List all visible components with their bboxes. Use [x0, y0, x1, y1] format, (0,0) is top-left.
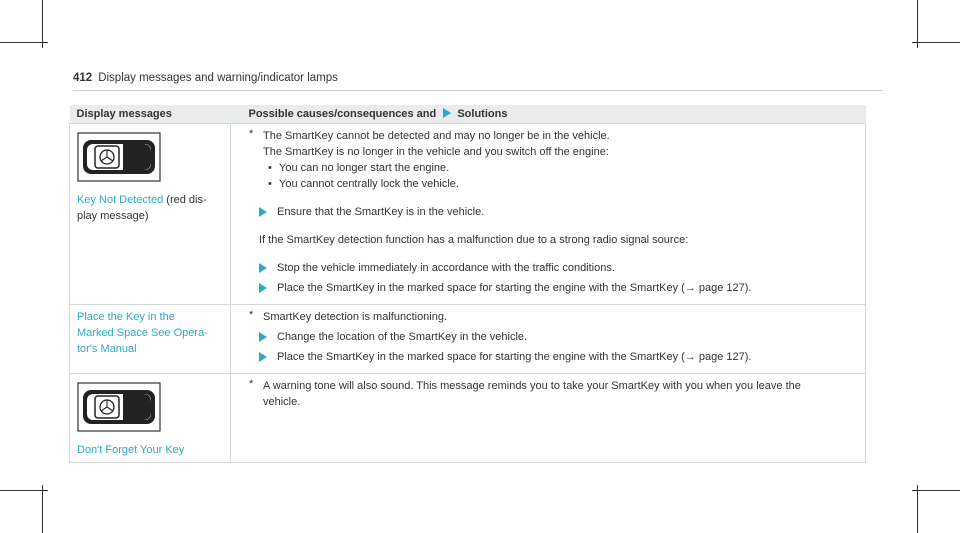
crop-mark — [917, 485, 918, 533]
causes-cell: * A warning tone will also sound. This message reminds you to take your SmartKey with you when you leave the vehicle. — [231, 374, 866, 463]
page-title: Display messages and warning/indicator lamps — [98, 72, 338, 84]
page-header — [73, 72, 338, 84]
table-row — [70, 305, 866, 374]
crop-mark — [42, 0, 43, 48]
action-step: Place the SmartKey in the marked space for starting the engine with the SmartKey (→ page 127). — [249, 349, 858, 365]
col-header-causes: Possible causes/consequences and Solutions — [231, 105, 866, 124]
message-cell — [70, 374, 231, 463]
messages-table — [69, 105, 866, 463]
message-cell: Place the Key in the Marked Space See Opera- tor's Manual — [70, 305, 231, 374]
page-number: 412 — [73, 72, 93, 84]
table-header-row — [70, 105, 866, 124]
crop-mark — [917, 0, 918, 48]
crop-mark — [912, 490, 960, 491]
crop-mark — [0, 42, 48, 43]
header-divider — [73, 90, 883, 91]
smartkey-icon — [77, 382, 161, 432]
smartkey-icon — [77, 132, 161, 182]
table-row — [70, 124, 866, 305]
message-cell: Key Not Detected (red dis- play message) — [70, 124, 231, 305]
causes-cell: * The SmartKey cannot be detected and may no longer be in the vehicle. The SmartKey is no longer in the vehicle and you switch off the engine: • You can no longer start the engine. • You cannot centrally lock the vehicle. Ensure that the SmartKey is in the vehicle. If the SmartKey detection function has a malfunction due to a strong radio signal source: Stop the vehicle immediately in accordance with the traffic conditions. Place the SmartKey in the marked space for starting the engine with the SmartKey (→ page 127). — [231, 124, 866, 305]
list-item: • You can no longer start the engine. — [263, 160, 858, 176]
action-arrow-icon — [259, 283, 267, 293]
action-step: Stop the vehicle immediately in accordance with the traffic conditions. — [249, 260, 858, 276]
action-arrow-icon — [259, 207, 267, 217]
action-arrow-icon — [259, 263, 267, 273]
action-arrow-icon — [259, 332, 267, 342]
col-header-messages: Display messages — [70, 105, 231, 124]
action-arrow-icon — [259, 352, 267, 362]
action-step: Place the SmartKey in the marked space for starting the engine with the SmartKey (→ page 127). — [249, 280, 858, 296]
action-step: Change the location of the SmartKey in the vehicle. — [249, 329, 858, 345]
table-row — [70, 374, 866, 463]
action-step: Ensure that the SmartKey is in the vehicle. — [249, 204, 858, 220]
message-title: Place the Key in the — [77, 311, 175, 323]
causes-cell: * SmartKey detection is malfunctioning. Change the location of the SmartKey in the vehicle. Place the SmartKey in the marked space for starting the engine with the SmartKey (→ page 127). — [231, 305, 866, 374]
list-item: • You cannot centrally lock the vehicle. — [263, 176, 858, 192]
crop-mark — [42, 485, 43, 533]
crop-mark — [0, 490, 48, 491]
crop-mark — [912, 42, 960, 43]
message-title: Don't Forget Your Key — [77, 444, 185, 456]
message-title: Key Not Detected — [77, 194, 164, 206]
action-arrow-icon — [443, 108, 451, 118]
